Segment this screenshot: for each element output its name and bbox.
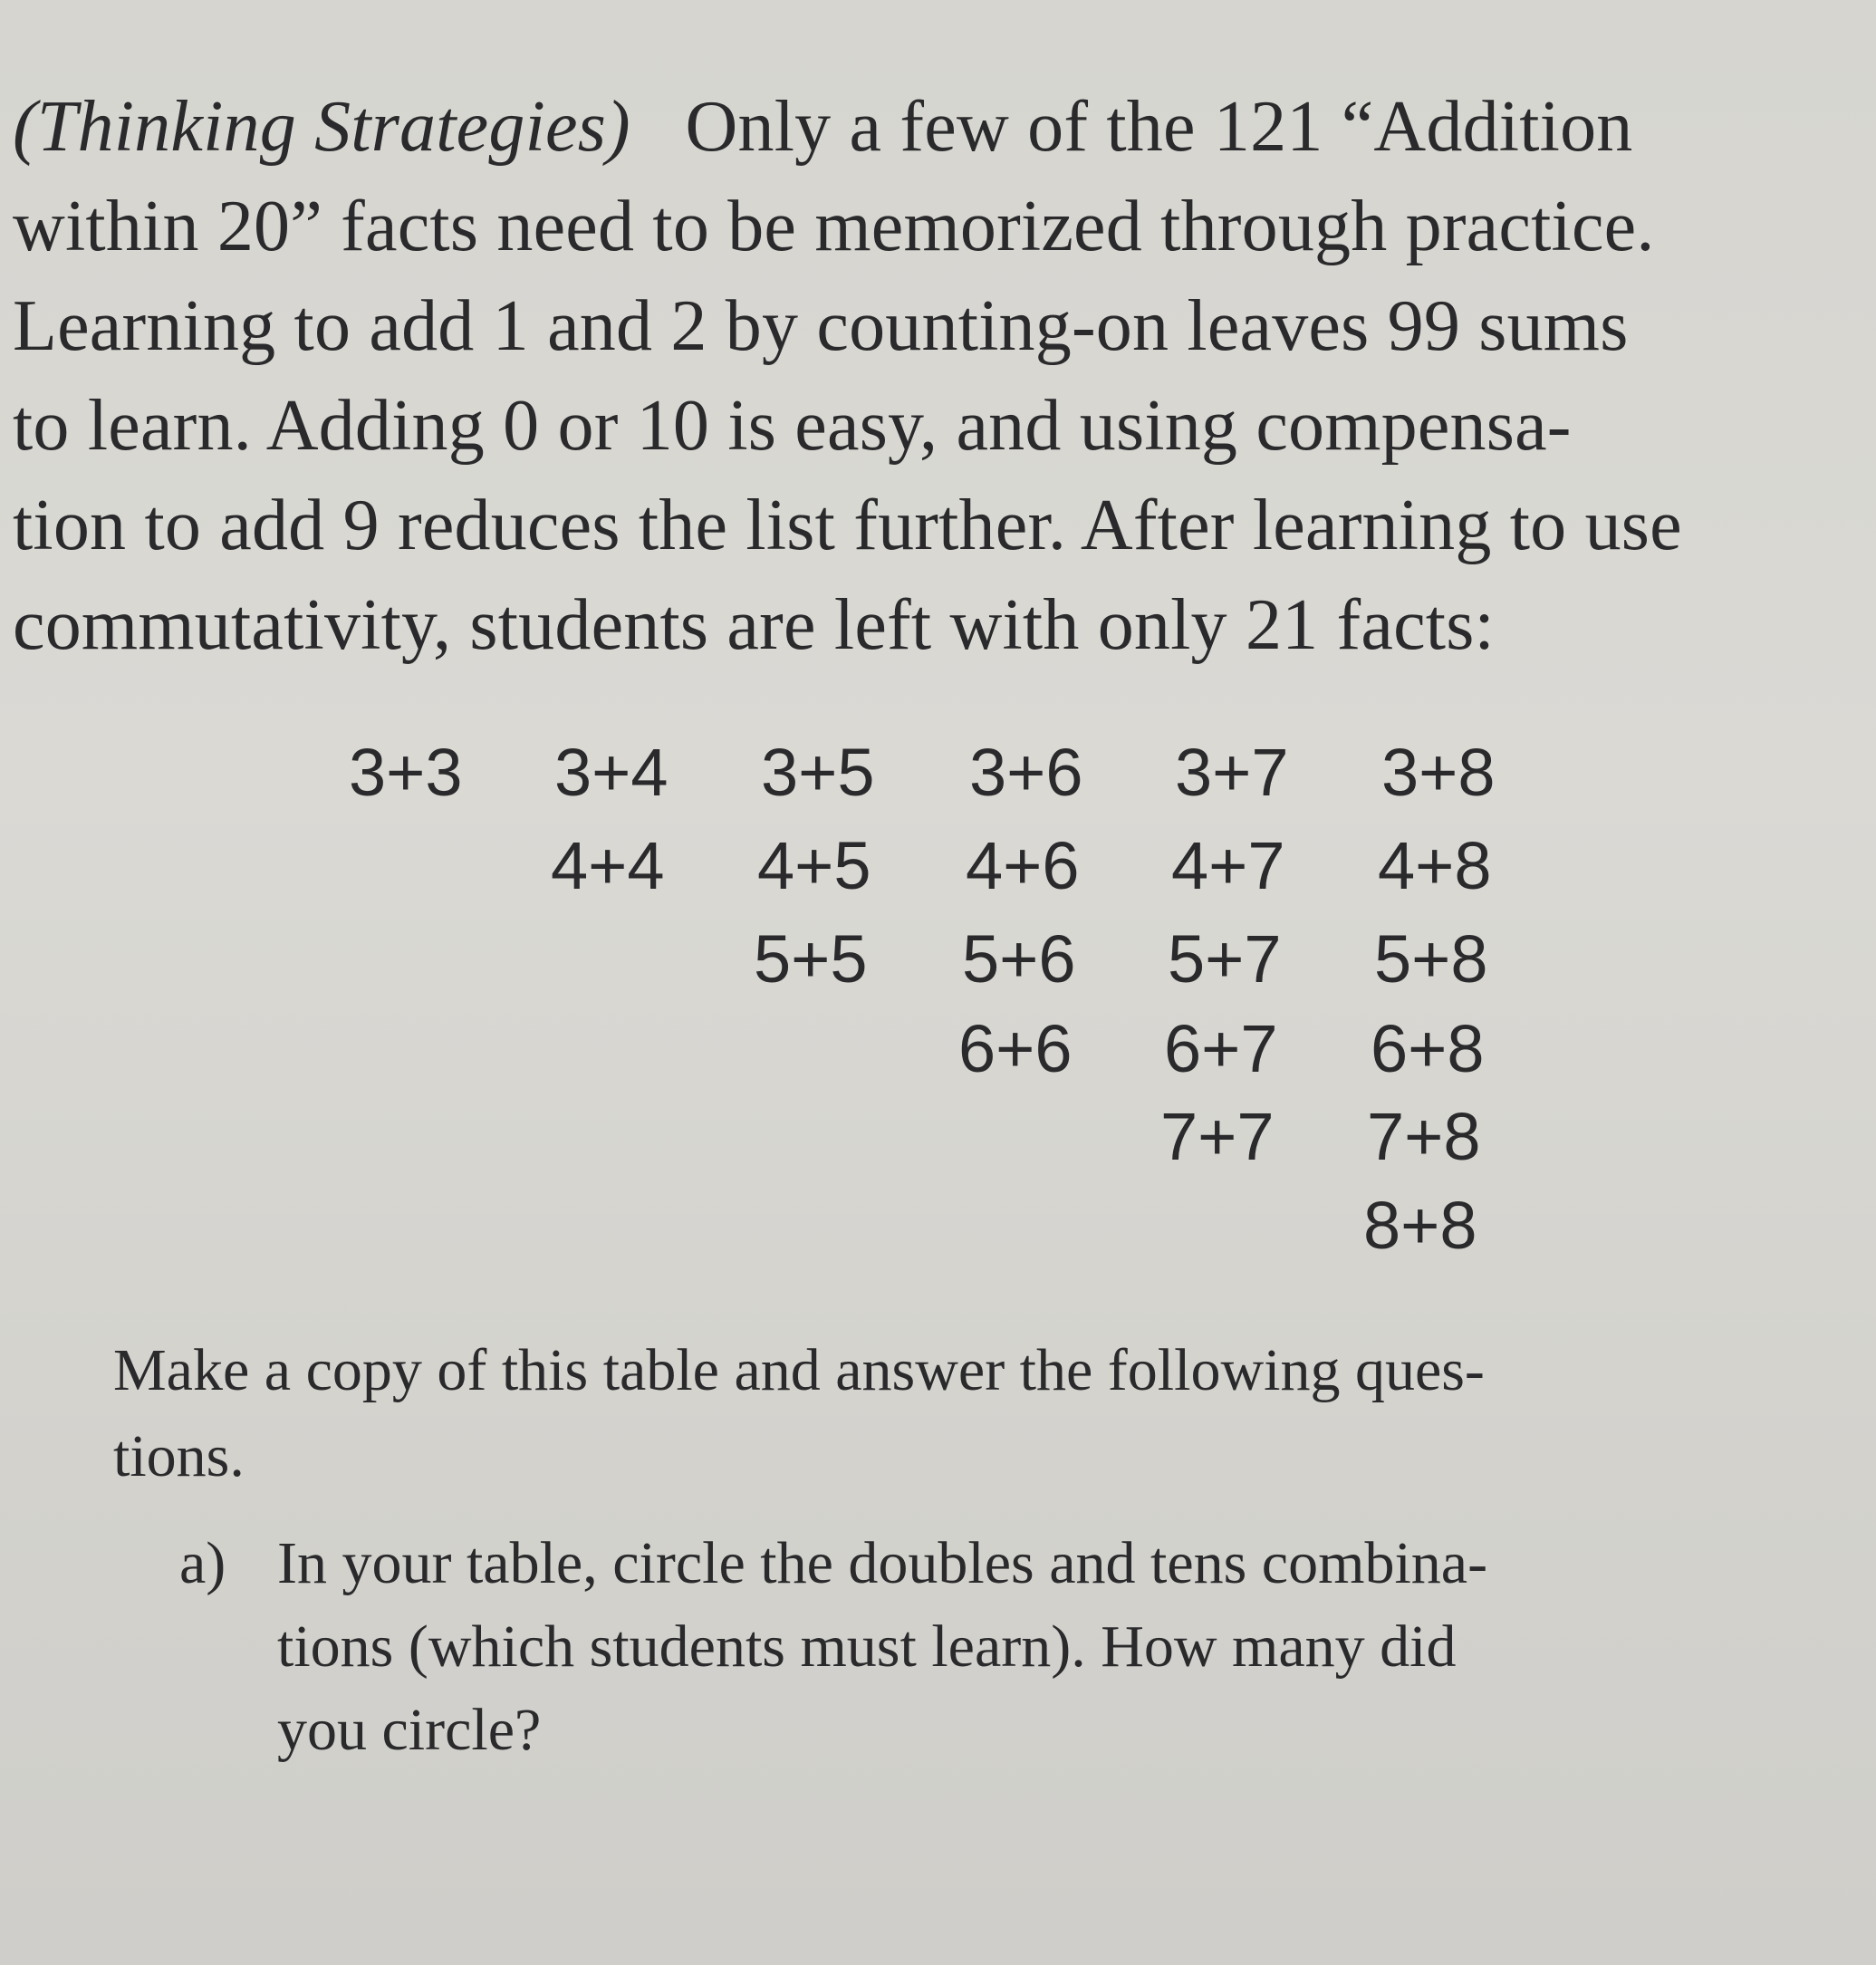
fact-cell: 4+6 (966, 828, 1080, 903)
fact-cell: 6+7 (1164, 1011, 1278, 1086)
fact-cell: 6+6 (958, 1011, 1073, 1086)
question-line-1: In your table, circle the doubles and tens combina- (277, 1530, 1488, 1596)
fact-cell: 6+8 (1371, 1011, 1485, 1086)
addition-facts-table (0, 734, 1876, 1277)
fact-cell: 7+7 (1160, 1099, 1275, 1174)
fact-cell: 4+5 (757, 828, 871, 903)
fact-cell: 4+4 (551, 828, 665, 903)
question-line-2: tions (which students must learn). How many did (277, 1613, 1457, 1680)
fact-cell: 4+7 (1171, 828, 1285, 903)
fact-cell: 3+4 (554, 735, 669, 810)
intro-line-4: to learn. Adding 0 or 10 is easy, and using compensa- (13, 386, 1572, 466)
intro-line-6: commutativity, students are left with only 21 facts: (13, 585, 1495, 665)
instructions-paragraph (113, 1327, 1834, 1499)
intro-text: Only a few of the 121 “Addition (685, 87, 1633, 167)
section-heading: (Thinking Strategies) (13, 87, 630, 167)
intro-line-1 (13, 77, 1852, 177)
instructions-line-1: Make a copy of this table and answer the following ques- (113, 1337, 1485, 1403)
fact-cell: 8+8 (1363, 1188, 1477, 1263)
intro-line-2: within 20” facts need to be memorized through practice. (13, 187, 1655, 266)
question-label: a) (179, 1530, 226, 1596)
fact-cell: 5+7 (1168, 921, 1282, 997)
fact-cell: 5+8 (1374, 921, 1488, 997)
intro-line-3: Learning to add 1 and 2 by counting-on leaves 99 sums (13, 286, 1629, 366)
question-line-3: you circle? (277, 1697, 542, 1763)
intro-paragraph (13, 77, 1852, 675)
fact-cell: 4+8 (1378, 828, 1492, 903)
question-body (277, 1522, 1817, 1772)
intro-line-5: tion to add 9 reduces the list further. After learning to use (13, 486, 1682, 565)
fact-cell: 3+7 (1175, 735, 1289, 810)
fact-cell: 7+8 (1367, 1099, 1481, 1174)
instructions-line-2: tions. (113, 1423, 245, 1489)
fact-cell: 3+6 (969, 735, 1083, 810)
fact-cell: 5+5 (754, 921, 868, 997)
fact-cell: 3+3 (349, 735, 463, 810)
fact-cell: 3+8 (1381, 735, 1496, 810)
fact-cell: 3+5 (761, 735, 875, 810)
fact-cell: 5+6 (962, 921, 1076, 997)
